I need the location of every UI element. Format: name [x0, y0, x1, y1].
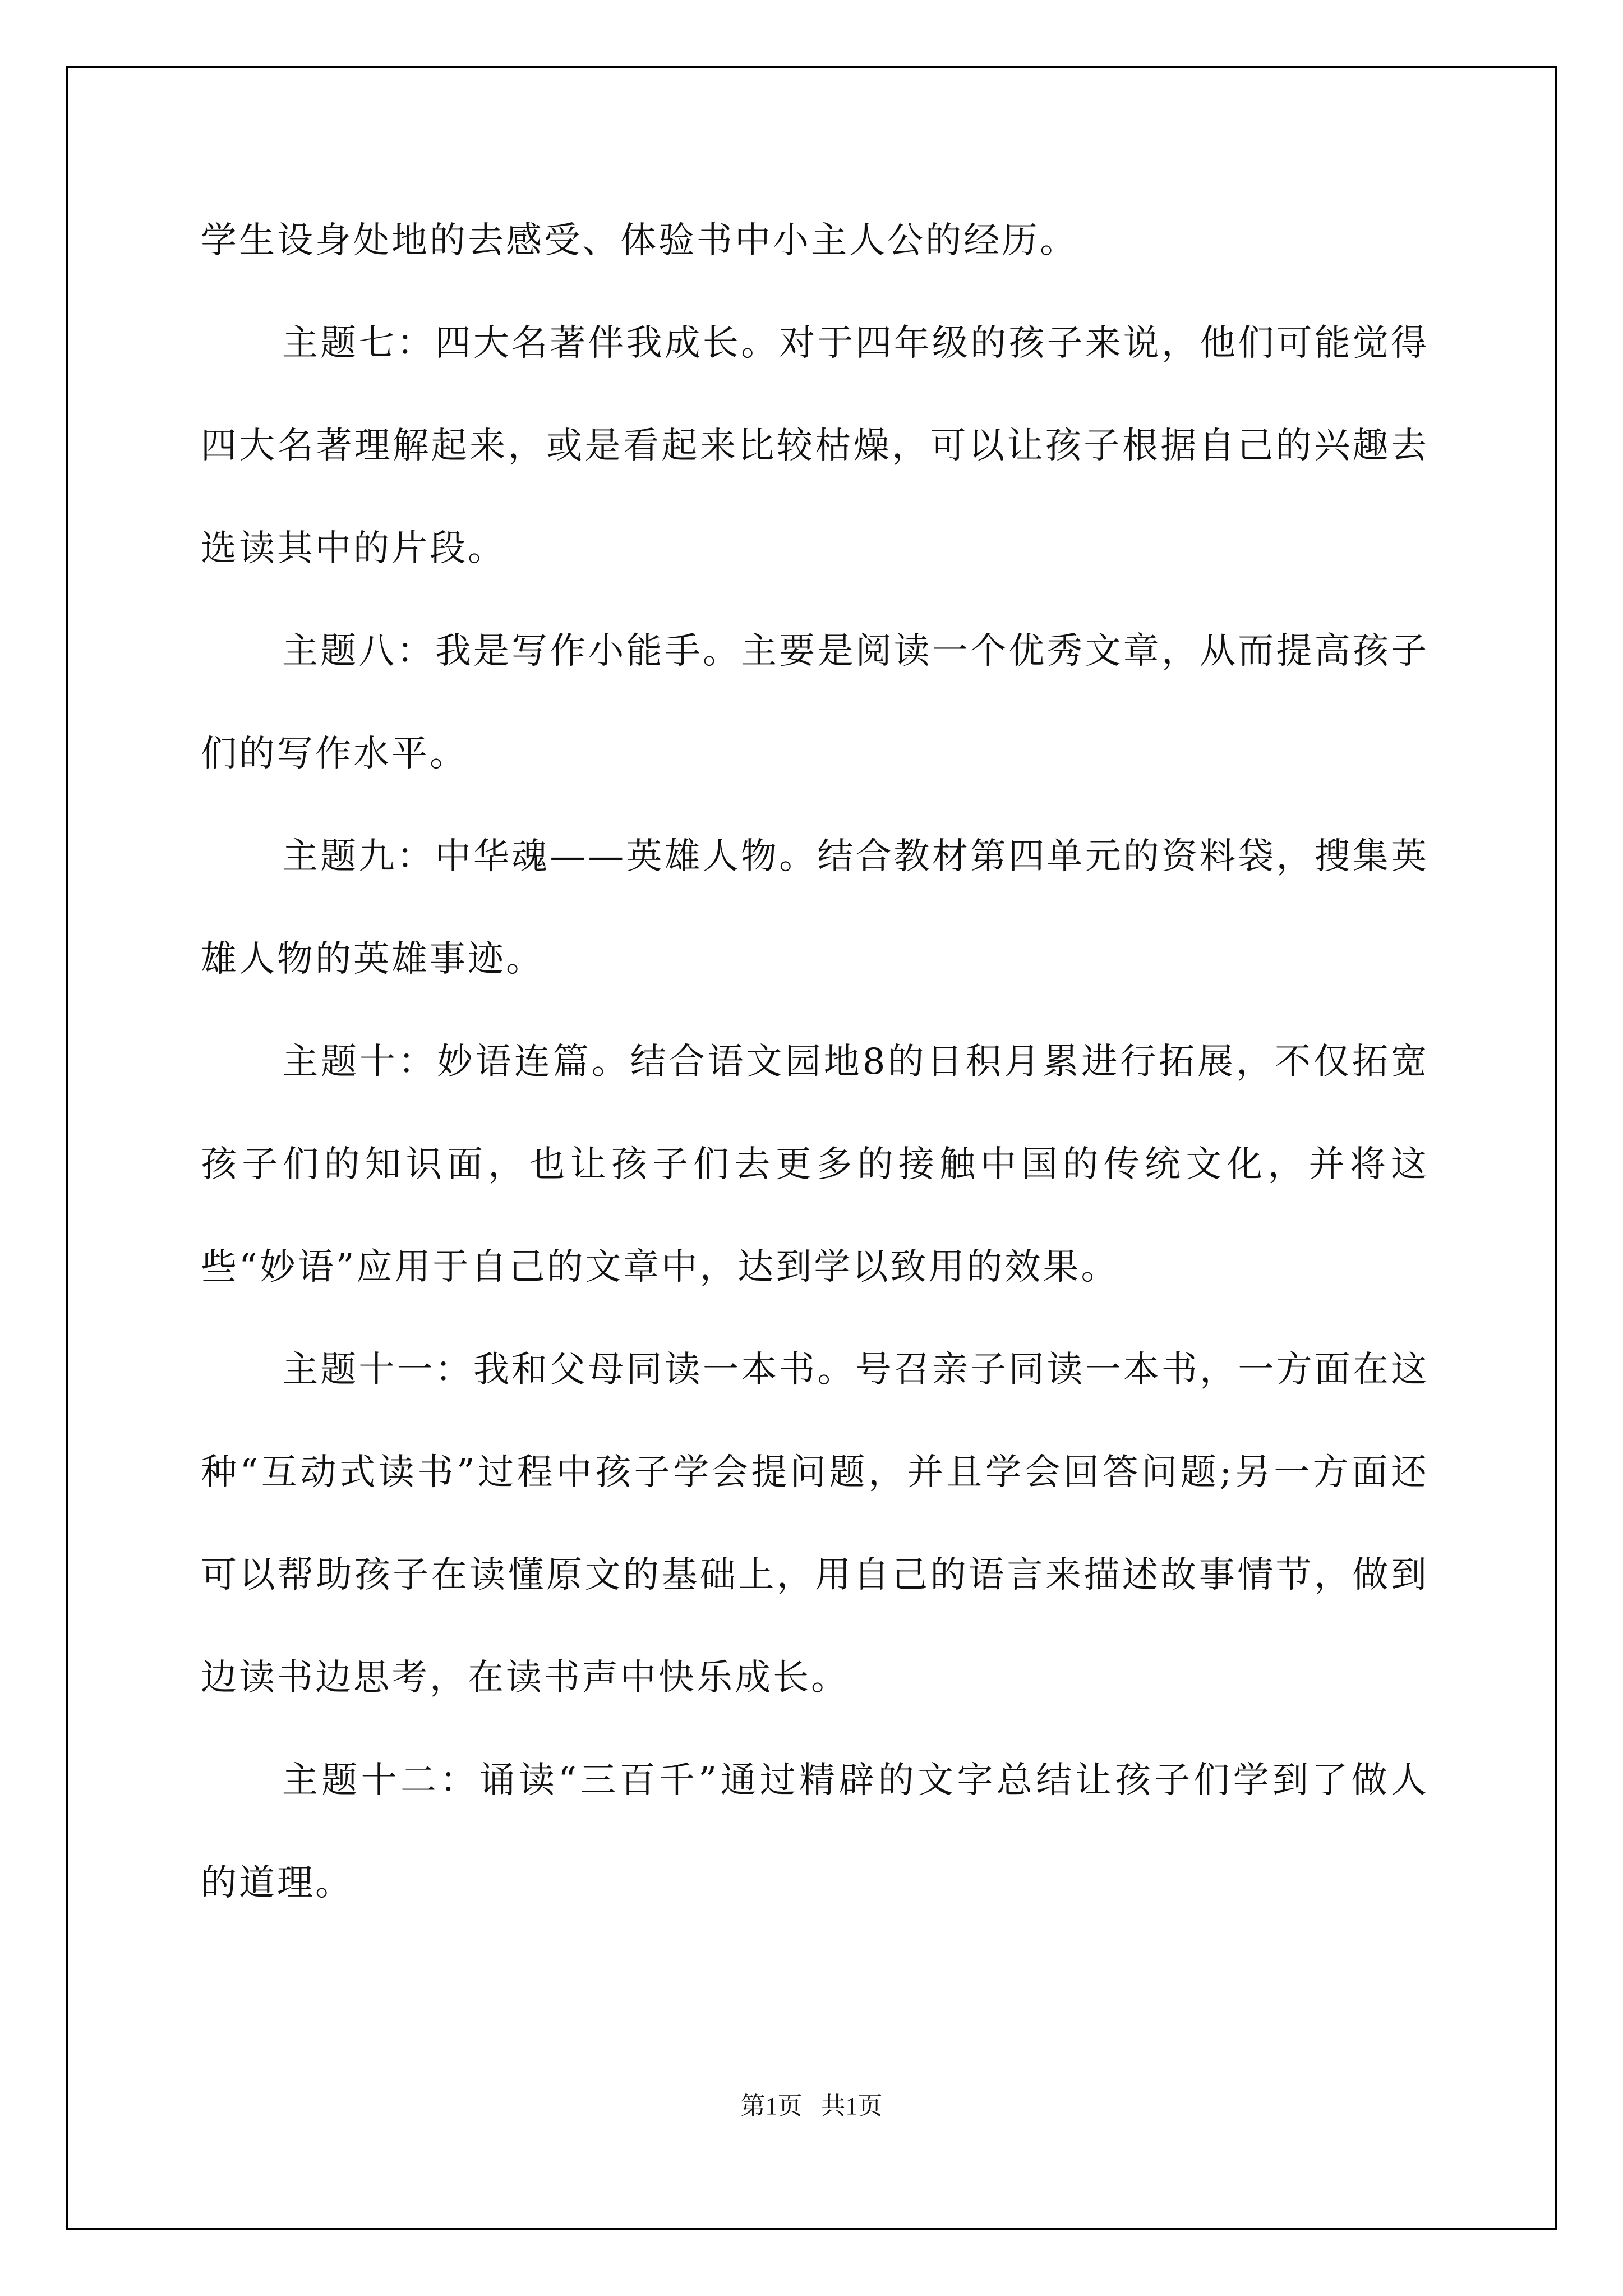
paragraph-5: 主题十：妙语连篇。结合语文园地8的日积月累进行拓展，不仅拓宽孩子们的知识面，也让孩子们去更多的接触中国的传统文化，并将这些“妙语”应用于自己的文章中，达到学以致用的效果。: [201, 1041, 1429, 1288]
paragraph-3: 主题八：我是写作小能手。主要是阅读一个优秀文章，从而提高孩子们的写作水平。: [201, 631, 1429, 775]
paragraph-6: 主题十一：我和父母同读一本书。号召亲子同读一本书，一方面在这种“互动式读书”过程中孩子学会提问题，并且学会回答问题;另一方面还可以帮助孩子在读懂原文的基础上，用自己的语言来描述故事情节，做到边读书边思考，在读书声中快乐成长。: [201, 1349, 1429, 1699]
paragraph-2: 主题七：四大名著伴我成长。对于四年级的孩子来说，他们可能觉得四大名著理解起来，或是看起来比较枯燥，可以让孩子根据自己的兴趣去选读其中的片段。: [201, 323, 1429, 569]
document-body: [201, 190, 1429, 1935]
paragraph-4: 主题九：中华魂——英雄人物。结合教材第四单元的资料袋，搜集英雄人物的英雄事迹。: [201, 836, 1429, 980]
page-footer: 第1页 共1页: [740, 2092, 883, 2120]
paragraph-7: 主题十二：诵读“三百千”通过精辟的文字总结让孩子们学到了做人的道理。: [201, 1760, 1429, 1904]
paragraph-1: 学生设身处地的去感受、体验书中小主人公的经历。: [201, 220, 1078, 261]
